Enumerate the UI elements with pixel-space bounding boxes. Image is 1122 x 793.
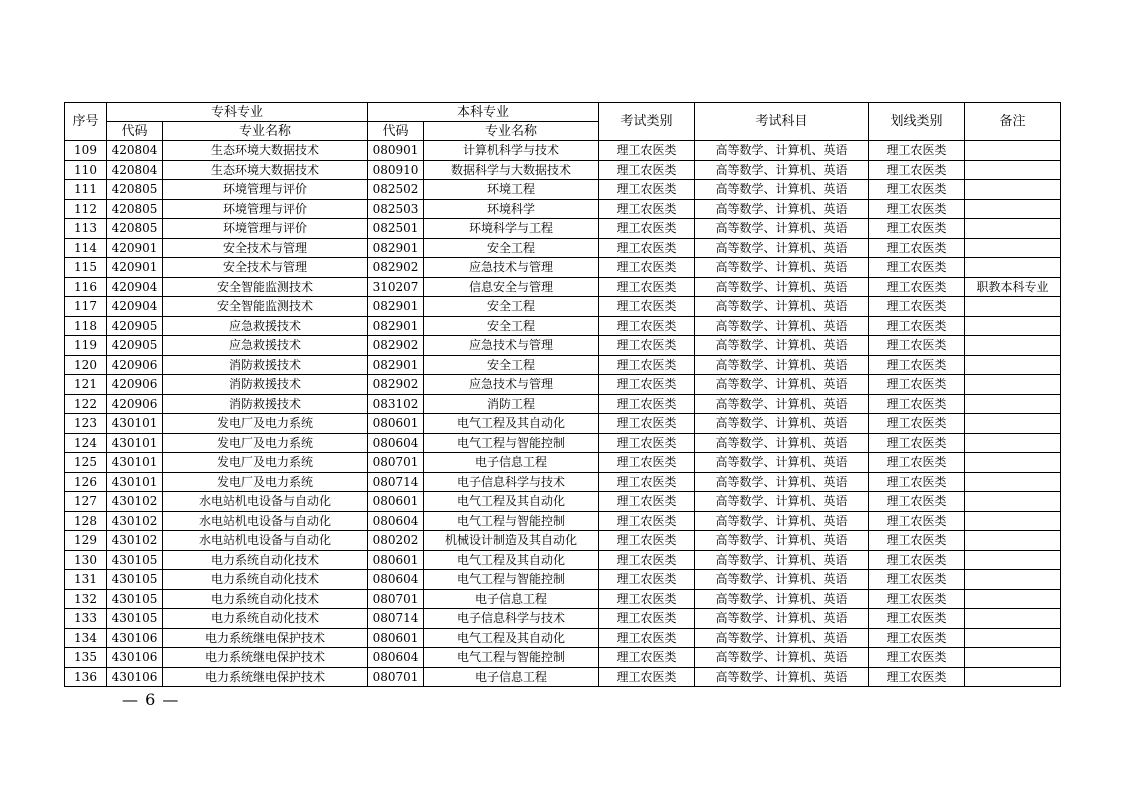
table-row bbox=[65, 667, 1061, 687]
line-category-cell: 理工农医类 bbox=[869, 394, 965, 414]
table-row bbox=[65, 180, 1061, 200]
header-undergrad-name: 专业名称 bbox=[424, 122, 599, 141]
remarks-cell bbox=[965, 628, 1061, 648]
row-seq-cell: 121 bbox=[65, 375, 107, 395]
exam-subjects-cell: 高等数学、计算机、英语 bbox=[695, 628, 869, 648]
vocational-code-cell: 420805 bbox=[107, 219, 163, 239]
vocational-name-cell: 电力系统自动化技术 bbox=[163, 570, 368, 590]
exam-subjects-cell: 高等数学、计算机、英语 bbox=[695, 550, 869, 570]
undergrad-name-cell: 安全工程 bbox=[424, 355, 599, 375]
remarks-cell bbox=[965, 492, 1061, 512]
undergrad-code-cell: 082901 bbox=[368, 316, 424, 336]
header-vocational-group: 专科专业 bbox=[107, 103, 368, 122]
undergrad-name-cell: 安全工程 bbox=[424, 297, 599, 317]
table-row bbox=[65, 433, 1061, 453]
table-row bbox=[65, 550, 1061, 570]
undergrad-name-cell: 电气工程及其自动化 bbox=[424, 492, 599, 512]
exam-subjects-cell: 高等数学、计算机、英语 bbox=[695, 141, 869, 161]
vocational-name-cell: 环境管理与评价 bbox=[163, 219, 368, 239]
undergrad-code-cell: 080604 bbox=[368, 570, 424, 590]
vocational-name-cell: 电力系统自动化技术 bbox=[163, 550, 368, 570]
exam-subjects-cell: 高等数学、计算机、英语 bbox=[695, 453, 869, 473]
vocational-code-cell: 430105 bbox=[107, 609, 163, 629]
exam-subjects-cell: 高等数学、计算机、英语 bbox=[695, 589, 869, 609]
row-seq-cell: 125 bbox=[65, 453, 107, 473]
vocational-code-cell: 430106 bbox=[107, 667, 163, 687]
undergrad-name-cell: 电子信息工程 bbox=[424, 667, 599, 687]
line-category-cell: 理工农医类 bbox=[869, 531, 965, 551]
row-seq-cell: 134 bbox=[65, 628, 107, 648]
exam-subjects-cell: 高等数学、计算机、英语 bbox=[695, 511, 869, 531]
undergrad-name-cell: 计算机科学与技术 bbox=[424, 141, 599, 161]
row-seq-cell: 118 bbox=[65, 316, 107, 336]
remarks-cell bbox=[965, 316, 1061, 336]
vocational-name-cell: 发电厂及电力系统 bbox=[163, 472, 368, 492]
header-seq: 序号 bbox=[65, 103, 107, 141]
undergrad-name-cell: 电子信息工程 bbox=[424, 589, 599, 609]
exam-subjects-cell: 高等数学、计算机、英语 bbox=[695, 355, 869, 375]
remarks-cell bbox=[965, 472, 1061, 492]
vocational-code-cell: 420906 bbox=[107, 375, 163, 395]
undergrad-code-cell: 082901 bbox=[368, 238, 424, 258]
line-category-cell: 理工农医类 bbox=[869, 492, 965, 512]
exam-subjects-cell: 高等数学、计算机、英语 bbox=[695, 316, 869, 336]
exam-subjects-cell: 高等数学、计算机、英语 bbox=[695, 336, 869, 356]
exam-category-cell: 理工农医类 bbox=[599, 472, 695, 492]
line-category-cell: 理工农医类 bbox=[869, 180, 965, 200]
remarks-cell bbox=[965, 648, 1061, 668]
table-row bbox=[65, 394, 1061, 414]
row-seq-cell: 112 bbox=[65, 199, 107, 219]
undergrad-code-cell: 082902 bbox=[368, 375, 424, 395]
table-row bbox=[65, 609, 1061, 629]
row-seq-cell: 126 bbox=[65, 472, 107, 492]
undergrad-code-cell: 082901 bbox=[368, 297, 424, 317]
vocational-code-cell: 430102 bbox=[107, 511, 163, 531]
table-row bbox=[65, 472, 1061, 492]
vocational-name-cell: 生态环境大数据技术 bbox=[163, 141, 368, 161]
table-row bbox=[65, 277, 1061, 297]
table-row bbox=[65, 570, 1061, 590]
line-category-cell: 理工农医类 bbox=[869, 160, 965, 180]
remarks-cell bbox=[965, 511, 1061, 531]
row-seq-cell: 109 bbox=[65, 141, 107, 161]
header-undergrad-code: 代码 bbox=[368, 122, 424, 141]
table-row bbox=[65, 492, 1061, 512]
exam-subjects-cell: 高等数学、计算机、英语 bbox=[695, 570, 869, 590]
row-seq-cell: 132 bbox=[65, 589, 107, 609]
undergrad-name-cell: 电气工程及其自动化 bbox=[424, 628, 599, 648]
exam-subjects-cell: 高等数学、计算机、英语 bbox=[695, 531, 869, 551]
remarks-cell bbox=[965, 531, 1061, 551]
header-vocational-code: 代码 bbox=[107, 122, 163, 141]
row-seq-cell: 120 bbox=[65, 355, 107, 375]
vocational-code-cell: 420901 bbox=[107, 258, 163, 278]
exam-category-cell: 理工农医类 bbox=[599, 570, 695, 590]
undergrad-name-cell: 电子信息科学与技术 bbox=[424, 472, 599, 492]
undergrad-code-cell: 080701 bbox=[368, 589, 424, 609]
remarks-cell bbox=[965, 414, 1061, 434]
vocational-name-cell: 水电站机电设备与自动化 bbox=[163, 492, 368, 512]
undergrad-name-cell: 数据科学与大数据技术 bbox=[424, 160, 599, 180]
line-category-cell: 理工农医类 bbox=[869, 628, 965, 648]
header-undergrad-group: 本科专业 bbox=[368, 103, 599, 122]
line-category-cell: 理工农医类 bbox=[869, 199, 965, 219]
undergrad-code-cell: 080604 bbox=[368, 511, 424, 531]
row-seq-cell: 130 bbox=[65, 550, 107, 570]
undergrad-code-cell: 080601 bbox=[368, 628, 424, 648]
exam-category-cell: 理工农医类 bbox=[599, 375, 695, 395]
exam-category-cell: 理工农医类 bbox=[599, 394, 695, 414]
table-row bbox=[65, 531, 1061, 551]
exam-subjects-cell: 高等数学、计算机、英语 bbox=[695, 199, 869, 219]
exam-subjects-cell: 高等数学、计算机、英语 bbox=[695, 433, 869, 453]
exam-category-cell: 理工农医类 bbox=[599, 238, 695, 258]
remarks-cell bbox=[965, 667, 1061, 687]
exam-category-cell: 理工农医类 bbox=[599, 199, 695, 219]
majors-table bbox=[64, 102, 1061, 687]
line-category-cell: 理工农医类 bbox=[869, 258, 965, 278]
undergrad-code-cell: 080901 bbox=[368, 141, 424, 161]
remarks-cell bbox=[965, 589, 1061, 609]
vocational-code-cell: 420804 bbox=[107, 160, 163, 180]
exam-category-cell: 理工农医类 bbox=[599, 453, 695, 473]
exam-subjects-cell: 高等数学、计算机、英语 bbox=[695, 375, 869, 395]
vocational-code-cell: 430101 bbox=[107, 453, 163, 473]
vocational-name-cell: 电力系统自动化技术 bbox=[163, 589, 368, 609]
exam-subjects-cell: 高等数学、计算机、英语 bbox=[695, 492, 869, 512]
vocational-name-cell: 电力系统自动化技术 bbox=[163, 609, 368, 629]
undergrad-name-cell: 电子信息工程 bbox=[424, 453, 599, 473]
vocational-name-cell: 电力系统继电保护技术 bbox=[163, 628, 368, 648]
header-vocational-name: 专业名称 bbox=[163, 122, 368, 141]
exam-category-cell: 理工农医类 bbox=[599, 219, 695, 239]
undergrad-name-cell: 环境科学 bbox=[424, 199, 599, 219]
line-category-cell: 理工农医类 bbox=[869, 355, 965, 375]
undergrad-code-cell: 082902 bbox=[368, 336, 424, 356]
undergrad-code-cell: 080604 bbox=[368, 648, 424, 668]
undergrad-code-cell: 082503 bbox=[368, 199, 424, 219]
exam-subjects-cell: 高等数学、计算机、英语 bbox=[695, 258, 869, 278]
row-seq-cell: 117 bbox=[65, 297, 107, 317]
vocational-code-cell: 430101 bbox=[107, 433, 163, 453]
vocational-name-cell: 安全智能监测技术 bbox=[163, 297, 368, 317]
remarks-cell bbox=[965, 141, 1061, 161]
exam-category-cell: 理工农医类 bbox=[599, 531, 695, 551]
line-category-cell: 理工农医类 bbox=[869, 433, 965, 453]
table-row bbox=[65, 453, 1061, 473]
remarks-cell bbox=[965, 394, 1061, 414]
undergrad-code-cell: 080601 bbox=[368, 414, 424, 434]
vocational-code-cell: 430106 bbox=[107, 628, 163, 648]
line-category-cell: 理工农医类 bbox=[869, 336, 965, 356]
vocational-name-cell: 电力系统继电保护技术 bbox=[163, 648, 368, 668]
undergrad-name-cell: 电气工程与智能控制 bbox=[424, 433, 599, 453]
vocational-code-cell: 420805 bbox=[107, 180, 163, 200]
vocational-code-cell: 430105 bbox=[107, 550, 163, 570]
undergrad-code-cell: 080601 bbox=[368, 550, 424, 570]
header-exam-category: 考试类别 bbox=[599, 103, 695, 141]
undergrad-code-cell: 082902 bbox=[368, 258, 424, 278]
row-seq-cell: 131 bbox=[65, 570, 107, 590]
exam-category-cell: 理工农医类 bbox=[599, 141, 695, 161]
exam-subjects-cell: 高等数学、计算机、英语 bbox=[695, 648, 869, 668]
line-category-cell: 理工农医类 bbox=[869, 316, 965, 336]
exam-subjects-cell: 高等数学、计算机、英语 bbox=[695, 297, 869, 317]
remarks-cell bbox=[965, 238, 1061, 258]
vocational-code-cell: 430101 bbox=[107, 472, 163, 492]
line-category-cell: 理工农医类 bbox=[869, 667, 965, 687]
remarks-cell bbox=[965, 297, 1061, 317]
exam-category-cell: 理工农医类 bbox=[599, 258, 695, 278]
row-seq-cell: 128 bbox=[65, 511, 107, 531]
exam-subjects-cell: 高等数学、计算机、英语 bbox=[695, 394, 869, 414]
vocational-code-cell: 420905 bbox=[107, 336, 163, 356]
header-line-category: 划线类别 bbox=[869, 103, 965, 141]
exam-category-cell: 理工农医类 bbox=[599, 160, 695, 180]
vocational-code-cell: 430101 bbox=[107, 414, 163, 434]
row-seq-cell: 114 bbox=[65, 238, 107, 258]
row-seq-cell: 111 bbox=[65, 180, 107, 200]
vocational-name-cell: 发电厂及电力系统 bbox=[163, 414, 368, 434]
vocational-name-cell: 安全技术与管理 bbox=[163, 238, 368, 258]
undergrad-name-cell: 环境工程 bbox=[424, 180, 599, 200]
vocational-name-cell: 生态环境大数据技术 bbox=[163, 160, 368, 180]
vocational-name-cell: 环境管理与评价 bbox=[163, 199, 368, 219]
line-category-cell: 理工农医类 bbox=[869, 609, 965, 629]
vocational-name-cell: 环境管理与评价 bbox=[163, 180, 368, 200]
vocational-name-cell: 安全智能监测技术 bbox=[163, 277, 368, 297]
remarks-cell bbox=[965, 570, 1061, 590]
exam-subjects-cell: 高等数学、计算机、英语 bbox=[695, 609, 869, 629]
undergrad-code-cell: 080701 bbox=[368, 667, 424, 687]
header-exam-subjects: 考试科目 bbox=[695, 103, 869, 141]
line-category-cell: 理工农医类 bbox=[869, 238, 965, 258]
table-row bbox=[65, 160, 1061, 180]
vocational-name-cell: 发电厂及电力系统 bbox=[163, 453, 368, 473]
vocational-name-cell: 应急救援技术 bbox=[163, 336, 368, 356]
vocational-code-cell: 430105 bbox=[107, 570, 163, 590]
undergrad-name-cell: 电气工程与智能控制 bbox=[424, 570, 599, 590]
vocational-code-cell: 430105 bbox=[107, 589, 163, 609]
undergrad-code-cell: 080714 bbox=[368, 472, 424, 492]
line-category-cell: 理工农医类 bbox=[869, 414, 965, 434]
row-seq-cell: 133 bbox=[65, 609, 107, 629]
undergrad-name-cell: 电气工程与智能控制 bbox=[424, 648, 599, 668]
vocational-name-cell: 电力系统继电保护技术 bbox=[163, 667, 368, 687]
exam-subjects-cell: 高等数学、计算机、英语 bbox=[695, 160, 869, 180]
vocational-code-cell: 420904 bbox=[107, 297, 163, 317]
undergrad-code-cell: 082501 bbox=[368, 219, 424, 239]
undergrad-name-cell: 电气工程及其自动化 bbox=[424, 550, 599, 570]
vocational-code-cell: 420906 bbox=[107, 355, 163, 375]
vocational-name-cell: 消防救援技术 bbox=[163, 375, 368, 395]
undergrad-name-cell: 应急技术与管理 bbox=[424, 375, 599, 395]
table-body bbox=[65, 141, 1061, 687]
exam-category-cell: 理工农医类 bbox=[599, 667, 695, 687]
line-category-cell: 理工农医类 bbox=[869, 375, 965, 395]
exam-subjects-cell: 高等数学、计算机、英语 bbox=[695, 238, 869, 258]
undergrad-code-cell: 310207 bbox=[368, 277, 424, 297]
table-row bbox=[65, 589, 1061, 609]
vocational-code-cell: 430102 bbox=[107, 531, 163, 551]
table-row bbox=[65, 511, 1061, 531]
remarks-cell bbox=[965, 180, 1061, 200]
exam-category-cell: 理工农医类 bbox=[599, 492, 695, 512]
line-category-cell: 理工农医类 bbox=[869, 648, 965, 668]
table-row bbox=[65, 375, 1061, 395]
header-remarks: 备注 bbox=[965, 103, 1061, 141]
line-category-cell: 理工农医类 bbox=[869, 297, 965, 317]
table-row bbox=[65, 336, 1061, 356]
exam-category-cell: 理工农医类 bbox=[599, 414, 695, 434]
line-category-cell: 理工农医类 bbox=[869, 453, 965, 473]
row-seq-cell: 119 bbox=[65, 336, 107, 356]
line-category-cell: 理工农医类 bbox=[869, 511, 965, 531]
exam-category-cell: 理工农医类 bbox=[599, 297, 695, 317]
remarks-cell bbox=[965, 550, 1061, 570]
exam-category-cell: 理工农医类 bbox=[599, 180, 695, 200]
table-row bbox=[65, 238, 1061, 258]
exam-subjects-cell: 高等数学、计算机、英语 bbox=[695, 180, 869, 200]
exam-subjects-cell: 高等数学、计算机、英语 bbox=[695, 219, 869, 239]
undergrad-name-cell: 消防工程 bbox=[424, 394, 599, 414]
row-seq-cell: 122 bbox=[65, 394, 107, 414]
vocational-code-cell: 420904 bbox=[107, 277, 163, 297]
table-row bbox=[65, 297, 1061, 317]
vocational-name-cell: 水电站机电设备与自动化 bbox=[163, 511, 368, 531]
row-seq-cell: 123 bbox=[65, 414, 107, 434]
exam-subjects-cell: 高等数学、计算机、英语 bbox=[695, 667, 869, 687]
table-row bbox=[65, 628, 1061, 648]
line-category-cell: 理工农医类 bbox=[869, 589, 965, 609]
remarks-cell bbox=[965, 336, 1061, 356]
row-seq-cell: 124 bbox=[65, 433, 107, 453]
table-row bbox=[65, 414, 1061, 434]
vocational-code-cell: 430106 bbox=[107, 648, 163, 668]
row-seq-cell: 135 bbox=[65, 648, 107, 668]
table-row bbox=[65, 648, 1061, 668]
page-number: — 6 — bbox=[122, 690, 180, 709]
line-category-cell: 理工农医类 bbox=[869, 570, 965, 590]
undergrad-name-cell: 应急技术与管理 bbox=[424, 258, 599, 278]
exam-subjects-cell: 高等数学、计算机、英语 bbox=[695, 472, 869, 492]
exam-category-cell: 理工农医类 bbox=[599, 336, 695, 356]
vocational-name-cell: 发电厂及电力系统 bbox=[163, 433, 368, 453]
exam-category-cell: 理工农医类 bbox=[599, 511, 695, 531]
vocational-name-cell: 消防救援技术 bbox=[163, 394, 368, 414]
undergrad-name-cell: 安全工程 bbox=[424, 316, 599, 336]
table-row bbox=[65, 355, 1061, 375]
exam-category-cell: 理工农医类 bbox=[599, 648, 695, 668]
exam-category-cell: 理工农医类 bbox=[599, 355, 695, 375]
remarks-cell bbox=[965, 375, 1061, 395]
vocational-code-cell: 420905 bbox=[107, 316, 163, 336]
remarks-cell bbox=[965, 453, 1061, 473]
table-row bbox=[65, 316, 1061, 336]
exam-category-cell: 理工农医类 bbox=[599, 316, 695, 336]
vocational-code-cell: 420901 bbox=[107, 238, 163, 258]
vocational-name-cell: 水电站机电设备与自动化 bbox=[163, 531, 368, 551]
undergrad-code-cell: 080604 bbox=[368, 433, 424, 453]
remarks-cell bbox=[965, 609, 1061, 629]
line-category-cell: 理工农医类 bbox=[869, 141, 965, 161]
exam-category-cell: 理工农医类 bbox=[599, 277, 695, 297]
line-category-cell: 理工农医类 bbox=[869, 277, 965, 297]
undergrad-name-cell: 信息安全与管理 bbox=[424, 277, 599, 297]
exam-subjects-cell: 高等数学、计算机、英语 bbox=[695, 277, 869, 297]
row-seq-cell: 129 bbox=[65, 531, 107, 551]
row-seq-cell: 116 bbox=[65, 277, 107, 297]
table-header bbox=[65, 103, 1061, 141]
undergrad-name-cell: 环境科学与工程 bbox=[424, 219, 599, 239]
undergrad-code-cell: 080601 bbox=[368, 492, 424, 512]
table-row bbox=[65, 199, 1061, 219]
undergrad-code-cell: 082502 bbox=[368, 180, 424, 200]
vocational-name-cell: 消防救援技术 bbox=[163, 355, 368, 375]
row-seq-cell: 127 bbox=[65, 492, 107, 512]
undergrad-code-cell: 080701 bbox=[368, 453, 424, 473]
table-row bbox=[65, 219, 1061, 239]
undergrad-name-cell: 安全工程 bbox=[424, 238, 599, 258]
undergrad-code-cell: 080714 bbox=[368, 609, 424, 629]
remarks-cell bbox=[965, 433, 1061, 453]
vocational-code-cell: 420804 bbox=[107, 141, 163, 161]
line-category-cell: 理工农医类 bbox=[869, 550, 965, 570]
table-row bbox=[65, 258, 1061, 278]
vocational-name-cell: 应急救援技术 bbox=[163, 316, 368, 336]
remarks-cell bbox=[965, 160, 1061, 180]
undergrad-code-cell: 080910 bbox=[368, 160, 424, 180]
exam-category-cell: 理工农医类 bbox=[599, 589, 695, 609]
remarks-cell bbox=[965, 355, 1061, 375]
vocational-code-cell: 430102 bbox=[107, 492, 163, 512]
row-seq-cell: 113 bbox=[65, 219, 107, 239]
exam-category-cell: 理工农医类 bbox=[599, 609, 695, 629]
undergrad-name-cell: 电气工程与智能控制 bbox=[424, 511, 599, 531]
undergrad-code-cell: 080202 bbox=[368, 531, 424, 551]
undergrad-code-cell: 083102 bbox=[368, 394, 424, 414]
remarks-cell bbox=[965, 258, 1061, 278]
vocational-code-cell: 420906 bbox=[107, 394, 163, 414]
remarks-cell bbox=[965, 219, 1061, 239]
exam-category-cell: 理工农医类 bbox=[599, 433, 695, 453]
row-seq-cell: 136 bbox=[65, 667, 107, 687]
table-row bbox=[65, 141, 1061, 161]
undergrad-name-cell: 机械设计制造及其自动化 bbox=[424, 531, 599, 551]
exam-category-cell: 理工农医类 bbox=[599, 550, 695, 570]
row-seq-cell: 115 bbox=[65, 258, 107, 278]
undergrad-name-cell: 应急技术与管理 bbox=[424, 336, 599, 356]
vocational-code-cell: 420805 bbox=[107, 199, 163, 219]
line-category-cell: 理工农医类 bbox=[869, 472, 965, 492]
exam-subjects-cell: 高等数学、计算机、英语 bbox=[695, 414, 869, 434]
undergrad-name-cell: 电子信息科学与技术 bbox=[424, 609, 599, 629]
undergrad-name-cell: 电气工程及其自动化 bbox=[424, 414, 599, 434]
remarks-cell bbox=[965, 199, 1061, 219]
remarks-cell: 职教本科专业 bbox=[965, 277, 1061, 297]
row-seq-cell: 110 bbox=[65, 160, 107, 180]
vocational-name-cell: 安全技术与管理 bbox=[163, 258, 368, 278]
undergrad-code-cell: 082901 bbox=[368, 355, 424, 375]
line-category-cell: 理工农医类 bbox=[869, 219, 965, 239]
exam-category-cell: 理工农医类 bbox=[599, 628, 695, 648]
